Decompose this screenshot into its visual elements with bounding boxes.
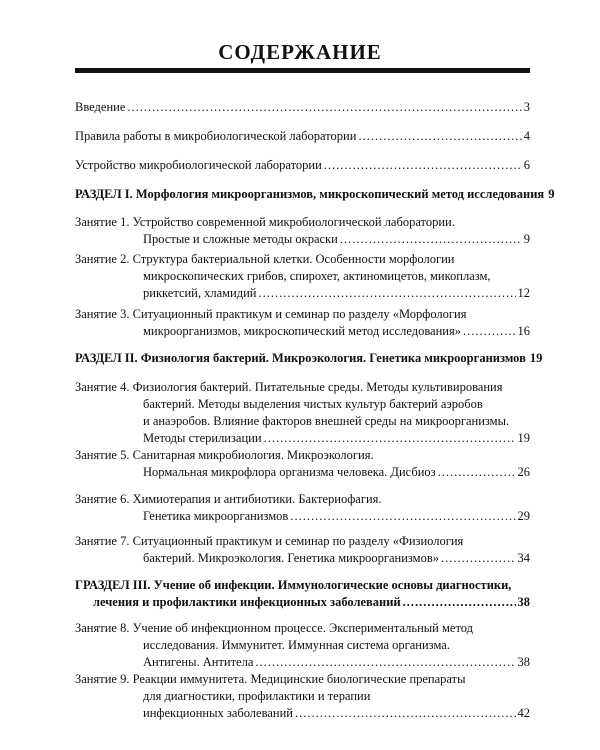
leader-dots [324, 157, 522, 174]
toc-entry-label: инфекционных заболеваний [143, 706, 293, 720]
toc-page-number: 19 [517, 431, 530, 445]
leader-dots [438, 464, 516, 481]
leader-dots [264, 430, 516, 447]
toc-entry[interactable] [75, 128, 530, 145]
toc-entry-label: Занятие 9. Реакции иммунитета. Медицинские биологические препараты [75, 672, 466, 686]
toc-entry-label: для диагностики, профилактики и терапии [143, 689, 371, 703]
toc-entry[interactable] [75, 379, 530, 447]
toc-entry-label: Занятие 5. Санитарная микробиология. Микроэкология. [75, 448, 374, 462]
leader-dots [358, 128, 521, 145]
toc-page-number: 9 [548, 187, 555, 201]
toc-entry-label: Генетика микроорганизмов [143, 509, 289, 523]
toc-entry-label: Устройство микробиологической лаборатории [75, 158, 322, 172]
toc-page-number: 29 [517, 509, 530, 523]
leader-dots [255, 654, 515, 671]
title-underline [75, 68, 530, 73]
toc-entry[interactable] [75, 447, 530, 481]
toc-entry-label: микроскопических грибов, спирохет, актиномицетов, микоплазм, [143, 269, 491, 283]
toc-entry[interactable] [75, 671, 530, 722]
leader-dots [441, 550, 516, 567]
toc-entry[interactable] [75, 620, 530, 671]
toc-page-number: 16 [517, 324, 530, 338]
leader-dots [340, 231, 522, 248]
toc-entry-label: Занятие 4. Физиология бактерий. Питательные среды. Методы культивирования [75, 380, 503, 394]
toc-entry-label: исследования. Иммунитет. Иммунная система организма. [143, 638, 450, 652]
page-title: СОДЕРЖАНИЕ [218, 40, 382, 64]
toc-section-heading[interactable] [75, 577, 530, 611]
toc-entry-label: бактерий. Микроэкология. Генетика микроорганизмов» [143, 551, 439, 565]
toc-entry-label: микроорганизмов, микроскопический метод исследования» [143, 324, 461, 338]
toc-page-number: 9 [523, 232, 530, 246]
toc-page-number: 38 [517, 595, 530, 609]
leader-dots [463, 323, 516, 340]
toc-entry-label: риккетсий, хламидий [143, 286, 257, 300]
toc-page-number: 26 [517, 465, 530, 479]
toc-entry-label: Занятие 2. Структура бактериальной клетки. Особенности морфологии [75, 252, 455, 266]
toc-page-number: 6 [523, 158, 530, 172]
leader-dots [259, 285, 516, 302]
toc-entry-label: и анаэробов. Влияние факторов внешней среды на микроорганизмы. [143, 414, 510, 428]
toc-entry[interactable] [75, 251, 530, 302]
leader-dots [295, 705, 516, 722]
toc-page-number: 12 [517, 286, 530, 300]
toc-entry-label: Правила работы в микробиологической лаборатории [75, 129, 357, 143]
toc-page-number: 38 [517, 655, 530, 669]
toc-entry[interactable] [75, 306, 530, 340]
toc-page-number: 34 [517, 551, 530, 565]
toc-entry-label: лечения и профилактики инфекционных заболеваний [93, 595, 401, 609]
toc-entry-label: Антигены. Антитела [143, 655, 254, 669]
toc-section-heading[interactable] [75, 350, 543, 367]
toc-entry-label: Занятие 3. Ситуационный практикум и семинар по разделу «Морфология [75, 307, 467, 321]
toc-entry[interactable] [75, 157, 530, 174]
toc-entry[interactable] [75, 99, 530, 116]
toc-entry-label: Методы стерилизации [143, 431, 262, 445]
leader-dots [290, 508, 515, 525]
toc-entry-label: Простые и сложные методы окраски [143, 232, 338, 246]
toc-page-number: 4 [523, 129, 530, 143]
toc-entry-label: Занятие 6. Химиотерапия и антибиотики. Бактериофагия. [75, 492, 382, 506]
toc-entry[interactable] [75, 533, 530, 567]
toc-entry[interactable] [75, 491, 530, 525]
leader-dots [127, 99, 521, 116]
toc-entry[interactable] [75, 214, 530, 248]
toc-entry-label: РАЗДЕЛ I. Морфология микроорганизмов, микроскопический метод исследования [75, 187, 545, 201]
toc-entry-label: Занятие 1. Устройство современной микробиологической лаборатории. [75, 215, 455, 229]
toc-entry-label: Занятие 8. Учение об инфекционном процессе. Экспериментальный метод [75, 621, 473, 635]
leader-dots [403, 594, 516, 611]
toc-entry-label: бактерий. Методы выделения чистых культур бактерий аэробов [143, 397, 483, 411]
toc-page-number: 19 [529, 351, 543, 365]
toc-page-number: 42 [517, 706, 530, 720]
toc-entry-label: Введение [75, 100, 126, 114]
toc-entry-label: Нормальная микрофлора организма человека. Дисбиоз [143, 465, 436, 479]
toc-entry-label: РАЗДЕЛ II. Физиология бактерий. Микроэкология. Генетика микроорганизмов [75, 351, 526, 365]
toc-page-number: 3 [523, 100, 530, 114]
toc-entry-label: Занятие 7. Ситуационный практикум и семинар по разделу «Физиология [75, 534, 464, 548]
toc-entry-label: ГРАЗДЕЛ III. Учение об инфекции. Иммунологические основы диагностики, [75, 578, 512, 592]
toc-section-heading[interactable] [75, 186, 555, 203]
